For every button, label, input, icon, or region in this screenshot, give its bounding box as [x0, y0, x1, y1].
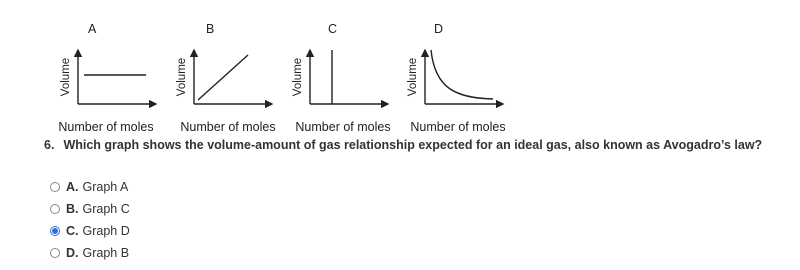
radio-button-c[interactable]	[50, 226, 60, 236]
option-c-text: Graph D	[82, 224, 130, 238]
option-d-text: Graph B	[82, 246, 130, 260]
graph-d-y-label: Volume	[407, 57, 419, 97]
radio-button-d[interactable]	[50, 248, 60, 258]
option-a-letter: A.	[66, 180, 79, 194]
option-c[interactable]	[50, 220, 130, 242]
graph-d-x-label: Number of moles	[410, 120, 506, 134]
question-body: Which graph shows the volume-amount of gas relationship expected for an ideal gas, also known as Avogadro’s law?	[63, 138, 763, 152]
graph-a-label: A	[88, 22, 97, 36]
graph-b-label: B	[206, 22, 215, 36]
option-b-text: Graph C	[82, 202, 130, 216]
graph-a-y-label: Volume	[60, 57, 72, 97]
graph-b-y-label: Volume	[176, 57, 188, 97]
option-d-letter: D.	[66, 246, 79, 260]
graph-b-curve	[198, 55, 248, 100]
graph-d-curve	[431, 50, 493, 99]
option-b-letter: B.	[66, 202, 79, 216]
graph-b-x-label: Number of moles	[180, 120, 276, 134]
radio-button-a[interactable]	[50, 182, 60, 192]
graph-a-x-label: Number of moles	[58, 120, 154, 134]
graph-d-label: D	[434, 22, 444, 36]
radio-button-b[interactable]	[50, 204, 60, 214]
question-text	[44, 138, 762, 152]
option-b[interactable]	[50, 198, 130, 220]
option-c-letter: C.	[66, 224, 79, 238]
answer-options	[50, 176, 130, 264]
graph-c-label: C	[328, 22, 338, 36]
option-d[interactable]	[50, 242, 130, 264]
graph-c-x-label: Number of moles	[295, 120, 391, 134]
option-a[interactable]	[50, 176, 130, 198]
question-number: 6.	[44, 138, 55, 152]
option-a-text: Graph A	[82, 180, 129, 194]
graph-c-y-label: Volume	[292, 57, 304, 97]
